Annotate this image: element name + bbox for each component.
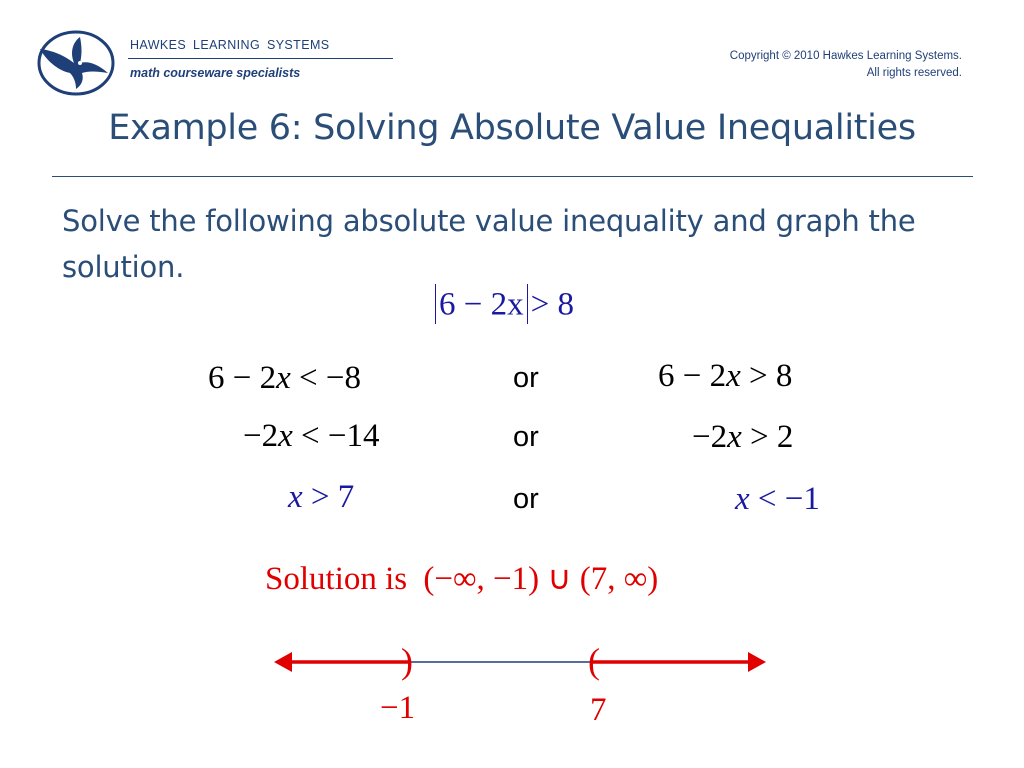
abs-bar-right	[527, 284, 528, 324]
step-2-or: or	[513, 421, 539, 453]
left-arrow-icon	[274, 652, 292, 672]
title-divider	[52, 176, 973, 177]
open-endpoint-right: (	[588, 641, 600, 681]
tick-label-neg-1: −1	[380, 690, 416, 726]
step-3-right	[735, 483, 820, 516]
step-2-right-rel: > 2	[741, 419, 794, 455]
step-2-left	[243, 420, 380, 453]
solution-number-line	[270, 640, 780, 690]
slide-title: Example 6: Solving Absolute Value Inequalities	[108, 108, 916, 148]
step-2-left-const: −2	[243, 418, 279, 454]
brand-tagline: math courseware specialists	[130, 66, 301, 80]
step-3-right-rel: < −1	[749, 481, 820, 517]
step-2-right-var: x	[727, 419, 742, 455]
step-3-or: or	[513, 483, 539, 515]
step-1-left-var: x	[276, 360, 291, 396]
abs-bar-left	[435, 284, 436, 324]
problem-inequality	[432, 287, 574, 327]
step-3-left-var: x	[288, 479, 303, 515]
step-1-left-rel: < −8	[290, 360, 362, 396]
right-arrow-icon	[748, 652, 766, 672]
copyright-notice	[730, 48, 962, 82]
tick-label-7: 7	[590, 692, 607, 728]
solution-statement	[265, 563, 658, 596]
hawk-logo-icon	[36, 27, 118, 97]
step-2-right-const: −2	[692, 419, 728, 455]
step-2-right	[692, 421, 793, 454]
step-1-right-const: 6 − 2	[658, 358, 727, 394]
copyright-line-2: All rights reserved.	[866, 67, 962, 79]
step-1-right	[658, 360, 792, 393]
step-1-right-rel: > 8	[740, 358, 793, 394]
copyright-line-1: Copyright © 2010 Hawkes Learning Systems.	[729, 50, 962, 62]
solution-label: Solution is	[265, 561, 408, 597]
solution-interval: (−∞, −1) ∪ (7, ∞)	[423, 561, 659, 597]
step-1-left	[208, 362, 361, 395]
problem-expression: 6 − 2x	[439, 286, 524, 323]
step-2-left-rel: < −14	[292, 418, 380, 454]
step-3-left-rel: > 7	[302, 479, 355, 515]
step-3-right-var: x	[735, 481, 750, 517]
brand-divider	[128, 58, 393, 59]
step-3-left	[288, 481, 354, 514]
step-2-left-var: x	[278, 418, 293, 454]
brand-name: HAWKES LEARNING SYSTEMS	[130, 38, 330, 52]
step-1-or: or	[513, 362, 539, 394]
step-1-right-var: x	[726, 358, 741, 394]
step-1-left-const: 6 − 2	[208, 360, 277, 396]
open-endpoint-left: )	[401, 641, 413, 681]
problem-relation: > 8	[530, 286, 574, 323]
problem-prompt: Solve the following absolute value inequality and graph the solution.	[62, 204, 916, 284]
